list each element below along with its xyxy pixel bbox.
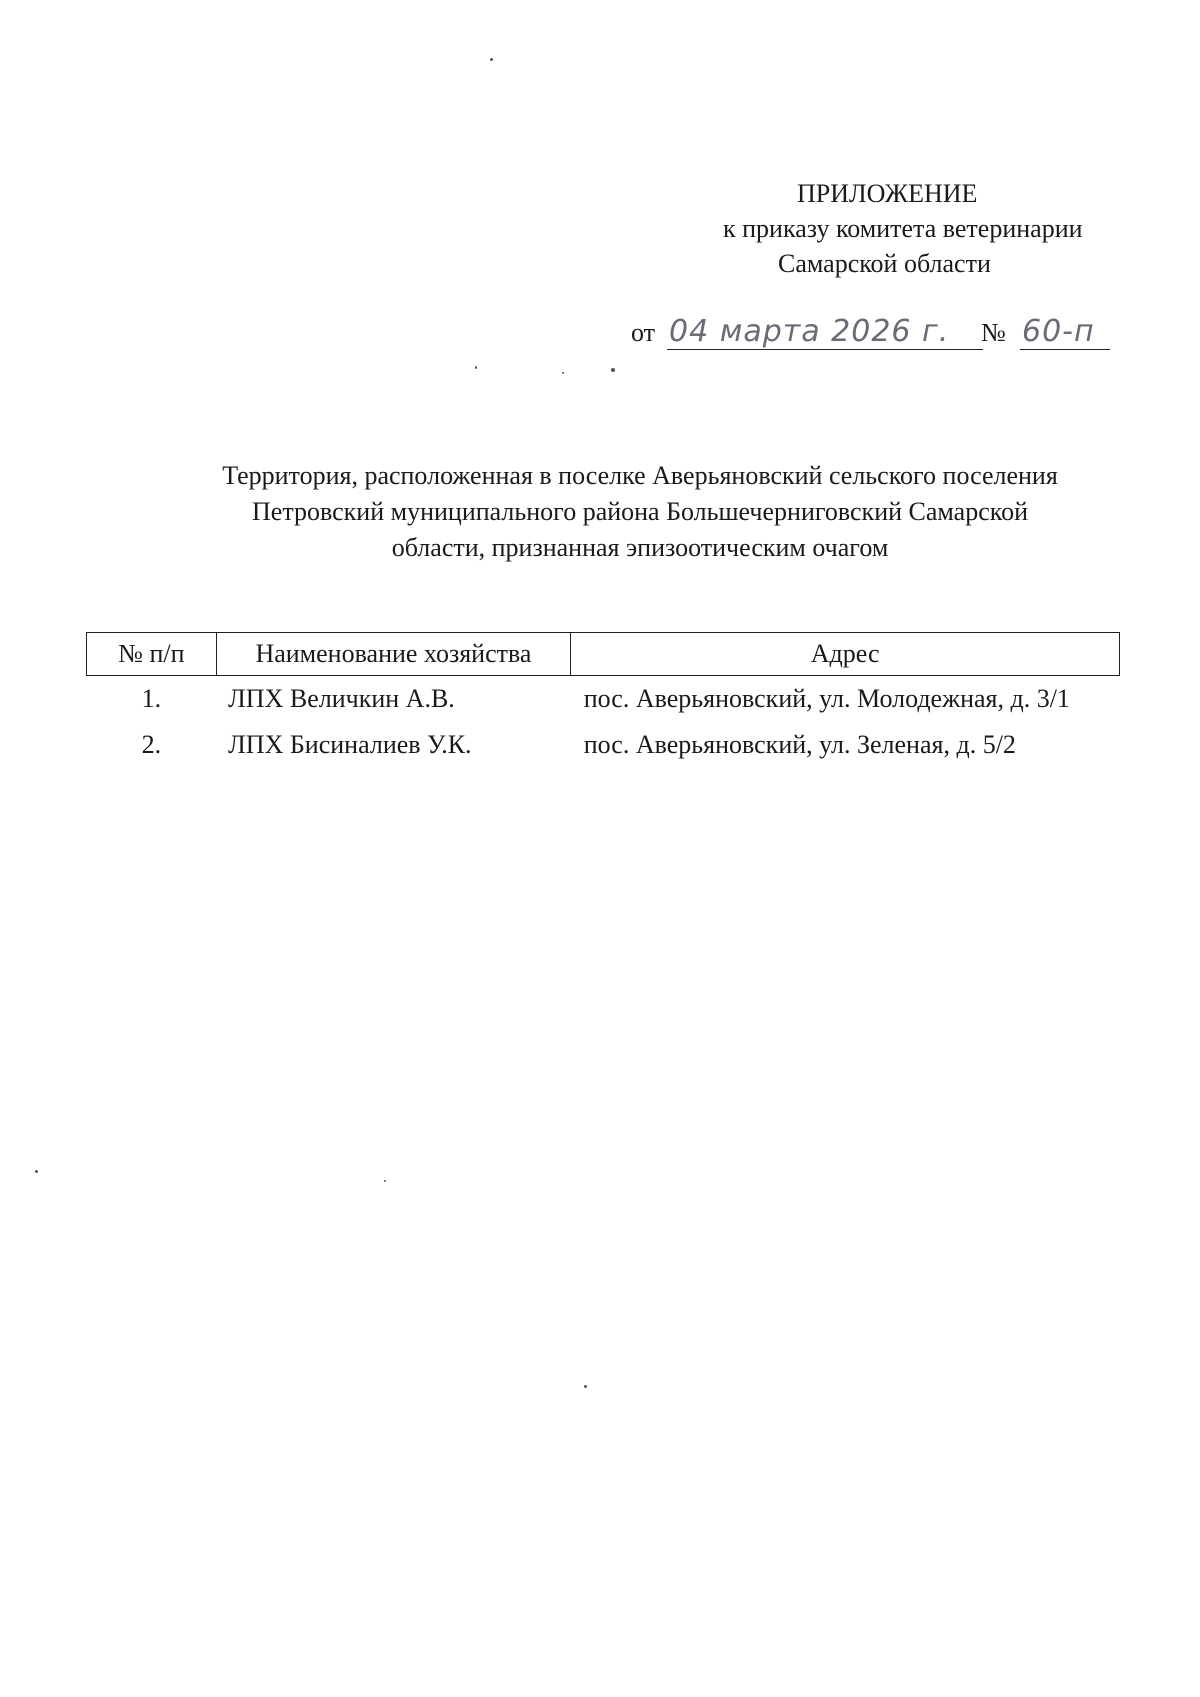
row-number: 2. bbox=[141, 730, 162, 759]
handwritten-date: 04 марта 2026 г. bbox=[667, 314, 983, 350]
row-address: пос. Аверьяновский, ул. Молодежная, д. 3/1 bbox=[583, 684, 1070, 713]
row-address: пос. Аверьяновский, ул. Зеленая, д. 5/2 bbox=[583, 730, 1016, 759]
scan-speck bbox=[611, 368, 615, 372]
appendix-region: Самарской области bbox=[778, 249, 991, 278]
table-header-row bbox=[87, 633, 1120, 676]
title-line-3: области, признанная эпизоотическим очагом bbox=[391, 533, 889, 562]
handwritten-order-number: 60-п bbox=[1020, 314, 1110, 350]
from-label: от bbox=[631, 318, 656, 347]
scan-speck bbox=[384, 1180, 386, 1182]
title-line-2: Петровский муниципального района Большечерниговский Самарской bbox=[252, 497, 1028, 526]
appendix-header bbox=[700, 176, 1130, 281]
header-number: № п/п bbox=[87, 633, 217, 676]
document-title bbox=[170, 458, 1110, 566]
order-date-line bbox=[631, 314, 1111, 356]
row-farm-name: ЛПХ Величкин А.В. bbox=[228, 684, 455, 713]
row-farm-name: ЛПХ Бисиналиев У.К. bbox=[228, 730, 472, 759]
farms-table bbox=[86, 632, 1120, 768]
scan-speck bbox=[490, 58, 493, 61]
header-farm-name: Наименование хозяйства bbox=[216, 633, 571, 676]
scan-speck bbox=[35, 1170, 38, 1173]
header-address: Адрес bbox=[571, 633, 1120, 676]
title-line-1: Территория, расположенная в поселке Аверьяновский сельского поселения bbox=[222, 461, 1058, 490]
scan-speck bbox=[584, 1385, 587, 1388]
row-number: 1. bbox=[141, 684, 162, 713]
table-row bbox=[87, 676, 1120, 723]
appendix-title: ПРИЛОЖЕНИЕ bbox=[797, 179, 978, 208]
appendix-order-reference: к приказу комитета ветеринарии bbox=[723, 214, 1083, 243]
scan-speck bbox=[562, 372, 564, 374]
number-label: № bbox=[981, 318, 1006, 347]
table-row bbox=[87, 722, 1120, 768]
scan-speck bbox=[475, 366, 477, 369]
